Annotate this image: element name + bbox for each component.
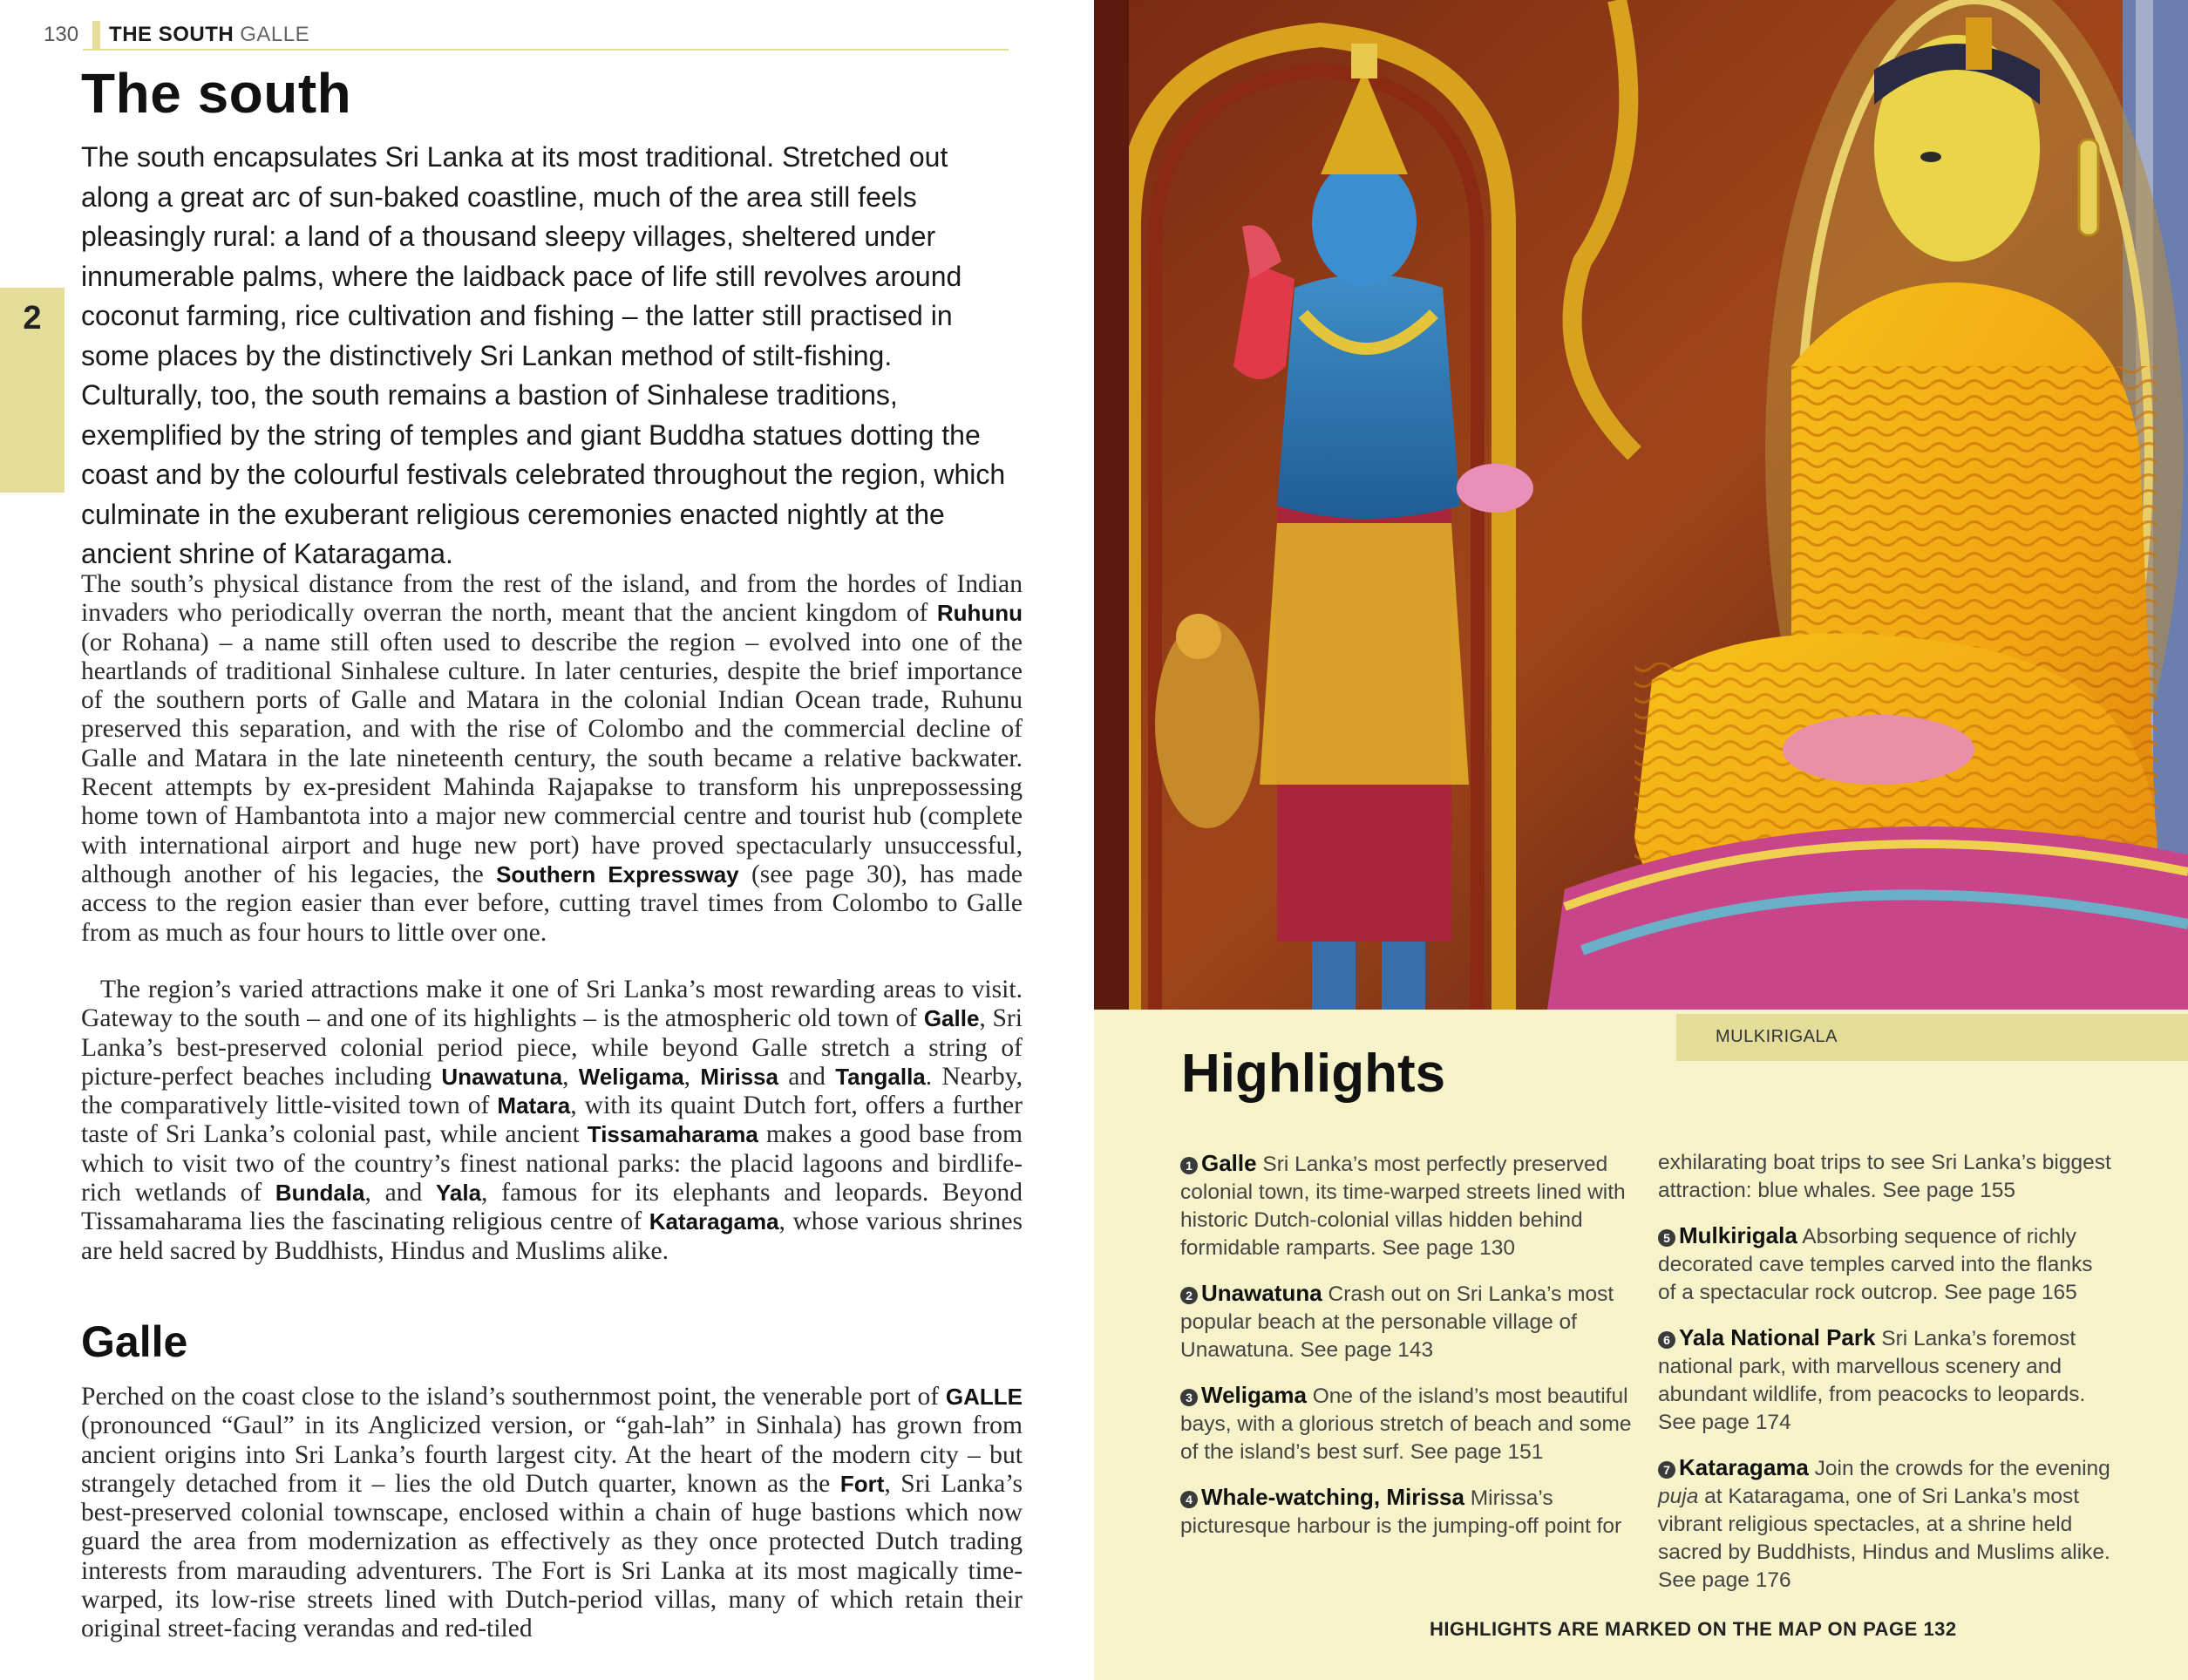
keyword-weligama: Weligama xyxy=(578,1063,684,1090)
text-run: , Sri Lanka’s best-preserved colonial townscape, enclosed within a chain of huge bastions which now guard the area from modernization as effectively as they once protected Dutch trading interests from marauding adventurers. The Fort is Sri Lanka at its most magically time-warped, its low-rise streets lined with Dutch-period villas, many of which retain their original street-facing verandas and red-tiled xyxy=(81,1469,1023,1643)
header-rule xyxy=(83,49,1009,51)
body-paragraph-3 xyxy=(81,1383,1023,1644)
keyword-bundala: Bundala xyxy=(275,1180,365,1207)
highlight-text: Join the crowds for the evening xyxy=(1808,1457,2110,1480)
highlight-text: exhilarating boat trips to see Sri Lanka’s biggest attraction: blue whales. See page 155 xyxy=(1658,1151,2111,1202)
highlight-item xyxy=(1180,1381,1634,1466)
highlights-footer-note: HIGHLIGHTS ARE MARKED ON THE MAP ON PAGE 132 xyxy=(1430,1618,1957,1640)
number-marker-icon: 3 xyxy=(1180,1389,1198,1406)
highlight-text: One of the island’s most beautiful bays, with a glorious stretch of beach and some of the island’s best surf. See page 151 xyxy=(1180,1384,1632,1464)
text-run: (pronounced “Gaul” in its Anglicized version, or “gah-lah” in Sinhala) has grown from ancient origins into Sri Lanka’s fourth largest city. At the heart of the modern city – but strangely detached from it – lies the old Dutch quarter, known as the xyxy=(81,1411,1023,1498)
keyword-tissamaharama: Tissamaharama xyxy=(587,1121,758,1148)
temple-statues-photo xyxy=(1094,0,2188,1010)
running-head-section: THE SOUTH xyxy=(109,23,234,46)
text-run: , and xyxy=(364,1179,436,1207)
highlight-item-continued xyxy=(1658,1149,2111,1205)
text-run: (or Rohana) – a name still often used to describe the region – evolved into one of the heartlands of traditional Sinhalese culture. In later centuries, despite the brief importance of the southern ports of Galle and Matara in the colonial Indian Ocean trade, Ruhunu preserved this separation, and with the rise of Colombo and the commercial decline of Galle and Matara in the late nineteenth century, the south became a relative backwater. Recent attempts by ex-president Mahinda Rajapakse to transform his unprepossessing home town of Hambantota into a major new commercial centre and tourist hub (complete with international airport and huge new port) have proved spectacularly unsuccessful, although another of his legacies, the xyxy=(81,628,1023,888)
photo-caption: MULKIRIGALA xyxy=(1716,1027,1838,1046)
highlight-name: Kataragama xyxy=(1679,1454,1809,1480)
text-run: The south’s physical distance from the rest of the island, and from the hordes of Indian invaders who periodically overran the north, meant that the ancient kingdom of xyxy=(81,570,1023,628)
keyword-tangalla: Tangalla xyxy=(835,1063,926,1090)
number-marker-icon: 5 xyxy=(1658,1229,1675,1247)
text-run: , xyxy=(562,1062,579,1091)
highlight-text: Absorbing sequence of richly decorated cave temples carved into the flanks of a spectacular rock outcrop. See page 165 xyxy=(1658,1225,2093,1304)
text-run: , xyxy=(683,1062,701,1091)
keyword-mirissa: Mirissa xyxy=(700,1063,778,1090)
text-run: The region’s varied attractions make it one of Sri Lanka’s most rewarding areas to visit. Gateway to the south – and one of its highlights – is the atmospheric old town of xyxy=(81,976,1023,1033)
keyword-kataragama: Kataragama xyxy=(649,1208,779,1235)
number-marker-icon: 1 xyxy=(1180,1157,1198,1174)
highlight-item xyxy=(1658,1453,2111,1595)
page-number: 130 xyxy=(44,23,79,46)
highlights-heading: Highlights xyxy=(1181,1044,1446,1104)
highlight-italic: puja xyxy=(1658,1485,1699,1508)
text-run: Perched on the coast close to the island’s southernmost point, the venerable port of xyxy=(81,1383,946,1411)
highlight-text: Mirissa’s picturesque harbour is the jumping-off point for xyxy=(1180,1486,1622,1538)
running-head-bar xyxy=(92,21,100,49)
highlight-item xyxy=(1180,1483,1634,1541)
galle-heading: Galle xyxy=(81,1317,188,1366)
number-marker-icon: 7 xyxy=(1658,1461,1675,1479)
body-paragraph-2 xyxy=(81,976,1023,1266)
highlight-name: Mulkirigala xyxy=(1679,1222,1797,1248)
running-head xyxy=(44,19,309,51)
number-marker-icon: 2 xyxy=(1180,1287,1198,1304)
text-run: , Sri Lanka’s best-preserved colonial period piece, while beyond Galle stretch a string of picture-perfect beaches including xyxy=(81,1004,1023,1091)
highlight-item xyxy=(1658,1221,2111,1307)
photo-illustration xyxy=(1094,0,2188,1010)
keyword-ruhunu: Ruhunu xyxy=(936,600,1023,627)
photo-caption-box xyxy=(1676,1014,2188,1061)
highlight-text: Crash out on Sri Lanka’s most popular beach at the personable village of Unawatuna. See page 143 xyxy=(1180,1282,1614,1362)
text-run: . Nearby, the comparatively little-visited town of xyxy=(81,1062,1023,1120)
highlight-name: Weligama xyxy=(1201,1382,1307,1408)
highlight-text: Sri Lanka’s foremost national park, with marvellous scenery and abundant wildlife, from peacocks to leopards. See page 174 xyxy=(1658,1327,2086,1434)
highlight-name: Yala National Park xyxy=(1679,1324,1876,1350)
highlight-item xyxy=(1658,1323,2111,1437)
highlights-column-1 xyxy=(1180,1149,1634,1557)
highlight-text: at Kataragama, one of Sri Lanka’s most vibrant religious spectacles, at a shrine held sacred by Buddhists, Hindus and Muslims alike. See page 176 xyxy=(1658,1485,2110,1592)
chapter-number: 2 xyxy=(23,300,42,337)
highlight-item xyxy=(1180,1149,1634,1262)
highlight-name: Unawatuna xyxy=(1201,1280,1322,1306)
highlights-column-2 xyxy=(1658,1149,2111,1611)
keyword-fort: Fort xyxy=(839,1470,885,1497)
body-paragraph-1 xyxy=(81,570,1023,948)
running-head-subsection: GALLE xyxy=(240,23,310,46)
keyword-southern-expressway: Southern Expressway xyxy=(496,860,739,888)
text-run: and xyxy=(778,1062,836,1091)
highlight-text: Sri Lanka’s most perfectly preserved colonial town, its time-warped streets lined with historic Dutch-colonial villas hidden behind formidable ramparts. See page 130 xyxy=(1180,1153,1626,1260)
text-run: , with its quaint Dutch fort, offers a further taste of Sri Lanka’s colonial past, while ancient xyxy=(81,1092,1023,1149)
keyword-unawatuna: Unawatuna xyxy=(441,1063,563,1090)
text-run: , famous for its elephants and leopards. Beyond Tissamaharama lies the fascinating religious centre of xyxy=(81,1179,1023,1236)
highlight-name: Galle xyxy=(1201,1150,1257,1176)
keyword-galle: Galle xyxy=(923,1005,980,1032)
keyword-matara: Matara xyxy=(497,1092,571,1119)
keyword-galle-caps: GALLE xyxy=(945,1384,1023,1410)
keyword-yala: Yala xyxy=(435,1180,482,1207)
text-run: makes a good base from which to visit two of the country’s finest national parks: the placid lagoons and birdlife-rich wetlands of xyxy=(81,1120,1023,1207)
text-run: , whose various shrines are held sacred by Buddhists, Hindus and Muslims alike. xyxy=(81,1207,1023,1265)
text-run: (see page 30), has made access to the region easier than ever before, cutting travel times from Colombo to Galle from as much as four hours to little over one. xyxy=(81,860,1023,947)
chapter-tab xyxy=(0,288,65,493)
highlight-item xyxy=(1180,1279,1634,1364)
number-marker-icon: 4 xyxy=(1180,1491,1198,1508)
page-title: The south xyxy=(81,62,352,125)
highlight-name: Whale-watching, Mirissa xyxy=(1201,1484,1464,1510)
number-marker-icon: 6 xyxy=(1658,1331,1675,1349)
intro-paragraph: The south encapsulates Sri Lanka at its most traditional. Stretched out along a great arc of sun-baked coastline, much of the area still feels pleasingly rural: a land of a thousand sleepy villages, sheltered under innumerable palms, where the laidback pace of life still revolves around coconut farming, rice cultivation and fishing – the latter still practised in some places by the distinctively Sri Lankan method of stilt-fishing. Culturally, too, the south remains a bastion of Sinhalese traditions, exemplified by the string of temples and giant Buddha statues dotting the coast and by the colourful festivals celebrated throughout the region, which culminate in the exuberant religious ceremonies enacted nightly at the ancient shrine of Kataragama. xyxy=(81,141,1006,569)
